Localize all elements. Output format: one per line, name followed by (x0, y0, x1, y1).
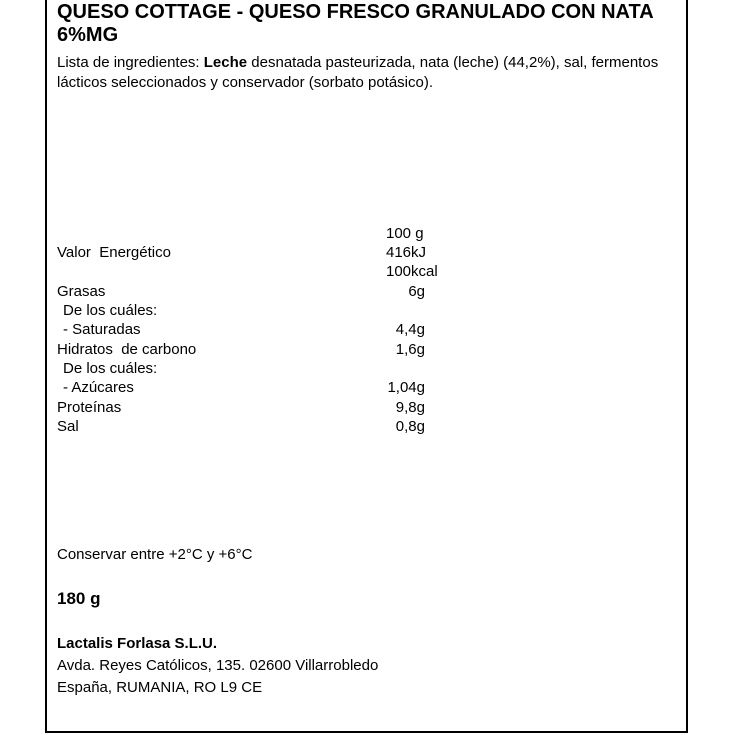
nutrition-header: 100 g (386, 225, 424, 242)
nutrition-energy-kcal: 100kcal (386, 263, 438, 280)
nutrition-row-value: 1,04g (387, 379, 425, 396)
nutrition-energy-kj: 416kJ (386, 244, 427, 261)
company-address-line1: Avda. Reyes Católicos, 135. 02600 Villarrobledo (57, 657, 379, 674)
nutrition-row-label: Proteínas (57, 399, 122, 416)
storage-instructions: Conservar entre +2°C y +6°C (57, 546, 253, 563)
nutrition-row-value: 6g (408, 283, 425, 300)
ingredients-bold-word: Leche (203, 54, 248, 71)
nutrition-row-label: De los cuáles: (63, 360, 158, 377)
nutrition-row-label: Hidratos de carbono (57, 341, 197, 358)
ingredients-prefix: Lista de ingredientes: (57, 54, 204, 71)
nutrition-row-value: 1,6g (395, 341, 425, 358)
company-address-line2: España, RUMANIA, RO L9 CE (57, 679, 263, 696)
net-weight: 180 g (57, 589, 101, 608)
company-name: Lactalis Forlasa S.L.U. (57, 635, 218, 652)
ingredients-rest: desnatada pasteurizada, nata (leche) (44,2%), sal, fermentos lácticos seleccionados y conservador (sorbato potásico). (57, 54, 659, 91)
nutrition-energy-label: Valor Energético (57, 244, 171, 261)
nutrition-row-label: - Saturadas (63, 321, 141, 338)
nutrition-row-value: 0,8g (395, 418, 425, 435)
nutrition-row-label: Sal (57, 418, 79, 435)
ingredients-list (57, 53, 677, 93)
product-title: QUESO COTTAGE - QUESO FRESCO GRANULADO CON NATA 6%MG (57, 1, 653, 46)
nutrition-row-label: Grasas (57, 283, 106, 300)
nutrition-row-label: - Azúcares (63, 379, 134, 396)
nutrition-row-label: De los cuáles: (63, 302, 158, 319)
nutrition-row-value: 4,4g (395, 321, 425, 338)
nutrition-row-value: 9,8g (395, 399, 425, 416)
